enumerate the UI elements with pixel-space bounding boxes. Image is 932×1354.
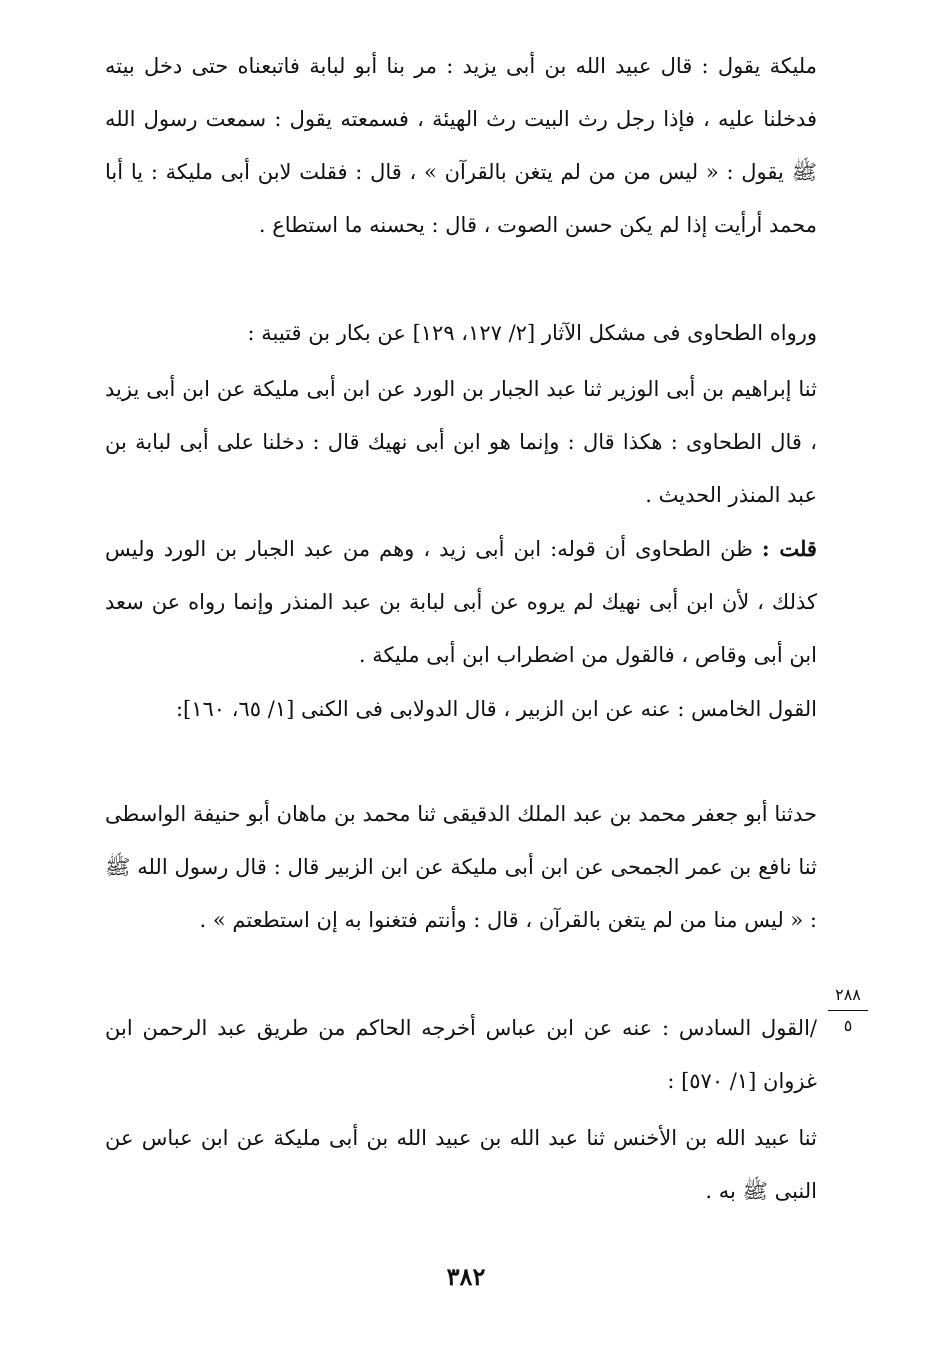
paragraph-7: /القول السادس : عنه عن ابن عباس أخرجه الحاكم من طريق عبد الرحمن ابن غزوان [١/ ٥٧٠] : (105, 1016, 817, 1093)
paragraph-5: القول الخامس : عنه عن ابن الزبير ، قال الدولابى فى الكنى [١/ ٦٥، ١٦٠]: (175, 697, 817, 721)
paragraph-4-body: ظن الطحاوى أن قوله: ابن أبى زيد ، وهم من عبد الجبار بن الورد وليس كذلك ، لأن ابن أبى نهيك لم يروه عن أبى لبابة بن عبد المنذر وإنما رواه عن سعد ابن أبى وقاص ، فالقول من اضطراب ابن أبى مليكة . (105, 537, 817, 667)
paragraph-6: حدثنا أبو جعفر محمد بن عبد الملك الدقيقى ثنا محمد بن ماهان أبو حنيفة الواسطى ثنا نافع بن عمر الجمحى عن ابن أبى مليكة عن ابن الزبير قال : قال رسول الله ﷺ : « ليس منا من لم يتغن بالقرآن ، قال : وأنتم فتغنوا به إن استطعتم » . (105, 802, 817, 932)
paragraph-4-lead: قلت : (761, 536, 817, 561)
paragraph-4 (105, 522, 817, 682)
paragraph-8: ثنا عبيد الله بن الأخنس ثنا عبد الله بن عبيد الله بن أبى مليكة عن ابن عباس عن النبى ﷺ به . (105, 1126, 817, 1203)
side-reference-divider (828, 1010, 868, 1011)
paragraph-2: ورواه الطحاوى فى مشكل الآثار [٢/ ١٢٧، ١٢٩] عن بكار بن قتيبة : (247, 321, 817, 345)
paragraph-3: ثنا إبراهيم بن أبى الوزير ثنا عبد الجبار بن الورد عن ابن أبى مليكة عن ابن أبى يزيد ، قال الطحاوى : هكذا قال : وإنما هو ابن أبى نهيك قال : دخلنا على أبى لبابة بن عبد المنذر الحديث . (105, 377, 817, 507)
side-reference-top: ٢٨٨ (835, 985, 861, 1004)
side-page-reference (828, 986, 868, 1035)
page-number: ٣٨٢ (446, 1262, 486, 1291)
side-reference-bottom: ٥ (843, 1016, 853, 1035)
paragraph-1: مليكة يقول : قال عبيد الله بن أبى يزيد : مر بنا أبو لبابة فاتبعناه حتى دخل بيته فدخلنا عليه ، فإذا رجل رث البيت رث الهيئة ، فسمعته يقول : سمعت رسول الله ﷺ يقول : « ليس من من لم يتغن بالقرآن » ، قال : فقلت لابن أبى مليكة : يا أبا محمد أرأيت إذا لم يكن حسن الصوت ، قال : يحسنه ما استطاع . (105, 54, 817, 237)
